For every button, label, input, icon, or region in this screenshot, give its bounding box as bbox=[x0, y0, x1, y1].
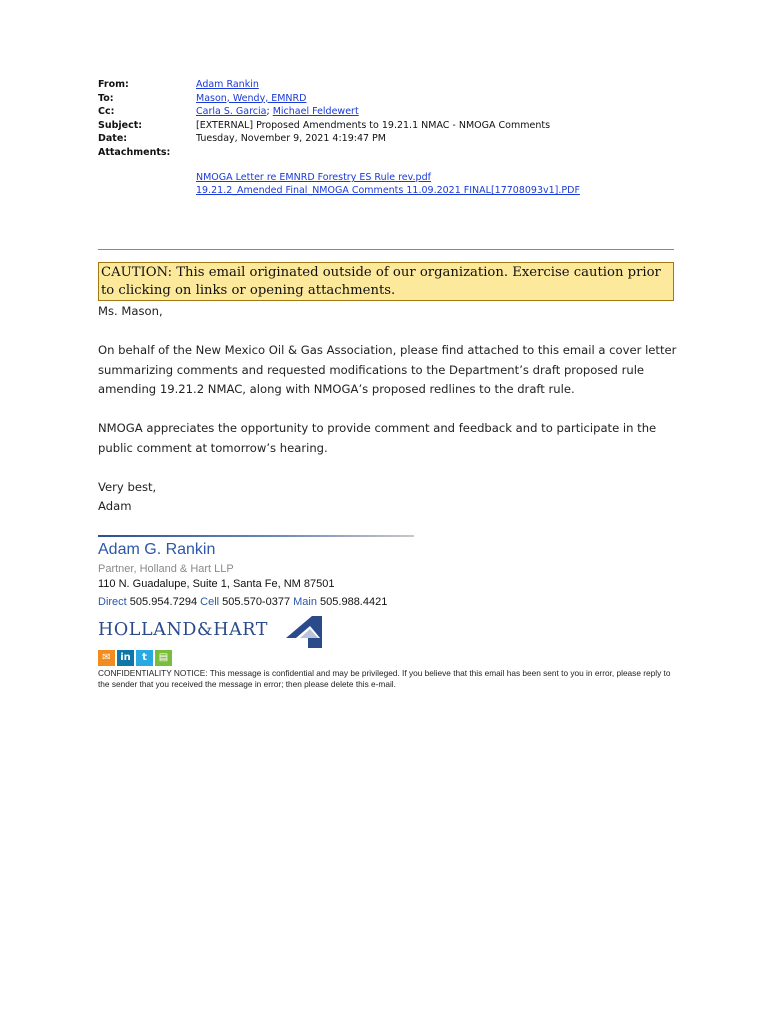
attachments-row bbox=[98, 146, 550, 160]
confidentiality-notice: CONFIDENTIALITY NOTICE: This message is confidential and may be privileged. If you believe that this email has been sent to you in error, please reply to the sender that you received the message in error; then please delete this e-mail. bbox=[98, 668, 671, 689]
linkedin-icon[interactable]: in bbox=[117, 650, 134, 666]
email-body bbox=[98, 302, 678, 517]
to-row bbox=[98, 92, 550, 106]
signature-title: Partner, Holland & Hart LLP bbox=[98, 563, 234, 575]
signoff: Adam bbox=[98, 499, 132, 513]
twitter-icon[interactable]: t bbox=[136, 650, 153, 666]
email-header bbox=[98, 78, 550, 159]
attachment-link-letter[interactable]: NMOGA Letter re EMNRD Forestry ES Rule rev.pdf bbox=[196, 172, 431, 183]
cc-link-feldewert[interactable]: Michael Feldewert bbox=[272, 106, 359, 117]
email-icon[interactable]: ✉ bbox=[98, 650, 115, 666]
cell-label: Cell bbox=[200, 596, 220, 608]
from-link[interactable]: Adam Rankin bbox=[196, 79, 259, 90]
subject-label: Subject: bbox=[98, 119, 143, 131]
attachments-label: Attachments: bbox=[98, 146, 171, 158]
signature-divider bbox=[98, 535, 414, 537]
holland-hart-logo[interactable] bbox=[98, 612, 338, 648]
cc-link-garcia[interactable]: Carla S. Garcia bbox=[196, 106, 267, 117]
caution-banner: CAUTION: This email originated outside of our organization. Exercise caution prior to clicking on links or opening attachments. bbox=[98, 262, 674, 301]
subject-value: [EXTERNAL] Proposed Amendments to 19.21.1 NMAC - NMOGA Comments bbox=[196, 119, 551, 131]
header-divider bbox=[98, 249, 674, 250]
cc-label: Cc: bbox=[98, 106, 115, 117]
vcard-icon[interactable]: ▤ bbox=[155, 650, 172, 666]
from-label: From: bbox=[98, 79, 129, 90]
signature-address: 110 N. Guadalupe, Suite 1, Santa Fe, NM 87501 bbox=[98, 578, 335, 590]
direct-label: Direct bbox=[98, 596, 127, 608]
to-link[interactable]: Mason, Wendy, EMNRD bbox=[196, 92, 307, 104]
greeting: Ms. Mason, bbox=[98, 304, 163, 318]
logo-mountain-icon bbox=[286, 614, 326, 650]
main-number[interactable]: 505.988.4421 bbox=[320, 596, 388, 608]
from-row bbox=[98, 78, 550, 92]
main-label: Main bbox=[293, 596, 317, 608]
body-paragraph-2: NMOGA appreciates the opportunity to provide comment and feedback and to participate in the public comment at tomorrow’s hearing. bbox=[98, 421, 657, 455]
body-paragraph-1: On behalf of the New Mexico Oil & Gas Association, please find attached to this email a cover letter summarizing comments and requested modifications to the Department’s draft proposed rule amending 19.21.2 NMAC, along with NMOGA’s proposed redlines to the draft rule. bbox=[98, 343, 677, 396]
date-value: Tuesday, November 9, 2021 4:19:47 PM bbox=[196, 133, 386, 144]
attachment-list bbox=[196, 171, 580, 197]
closing: Very best, bbox=[98, 479, 157, 494]
cc-separator: ; bbox=[266, 106, 273, 117]
signature-phones bbox=[98, 596, 387, 608]
logo-wordmark: HOLLAND&HART bbox=[98, 620, 269, 640]
subject-row bbox=[98, 119, 550, 133]
cell-number[interactable]: 505.570-0377 bbox=[222, 596, 291, 608]
attachment-link-comments[interactable]: 19.21.2_Amended Final_NMOGA Comments 11.09.2021 FINAL[17708093v1].PDF bbox=[196, 185, 580, 196]
direct-number[interactable]: 505.954.7294 bbox=[129, 596, 198, 608]
date-label: Date: bbox=[98, 133, 128, 144]
signature-name: Adam G. Rankin bbox=[98, 541, 216, 558]
to-label: To: bbox=[98, 92, 114, 104]
cc-row bbox=[98, 105, 550, 119]
date-row bbox=[98, 132, 550, 146]
social-icons bbox=[98, 650, 174, 666]
